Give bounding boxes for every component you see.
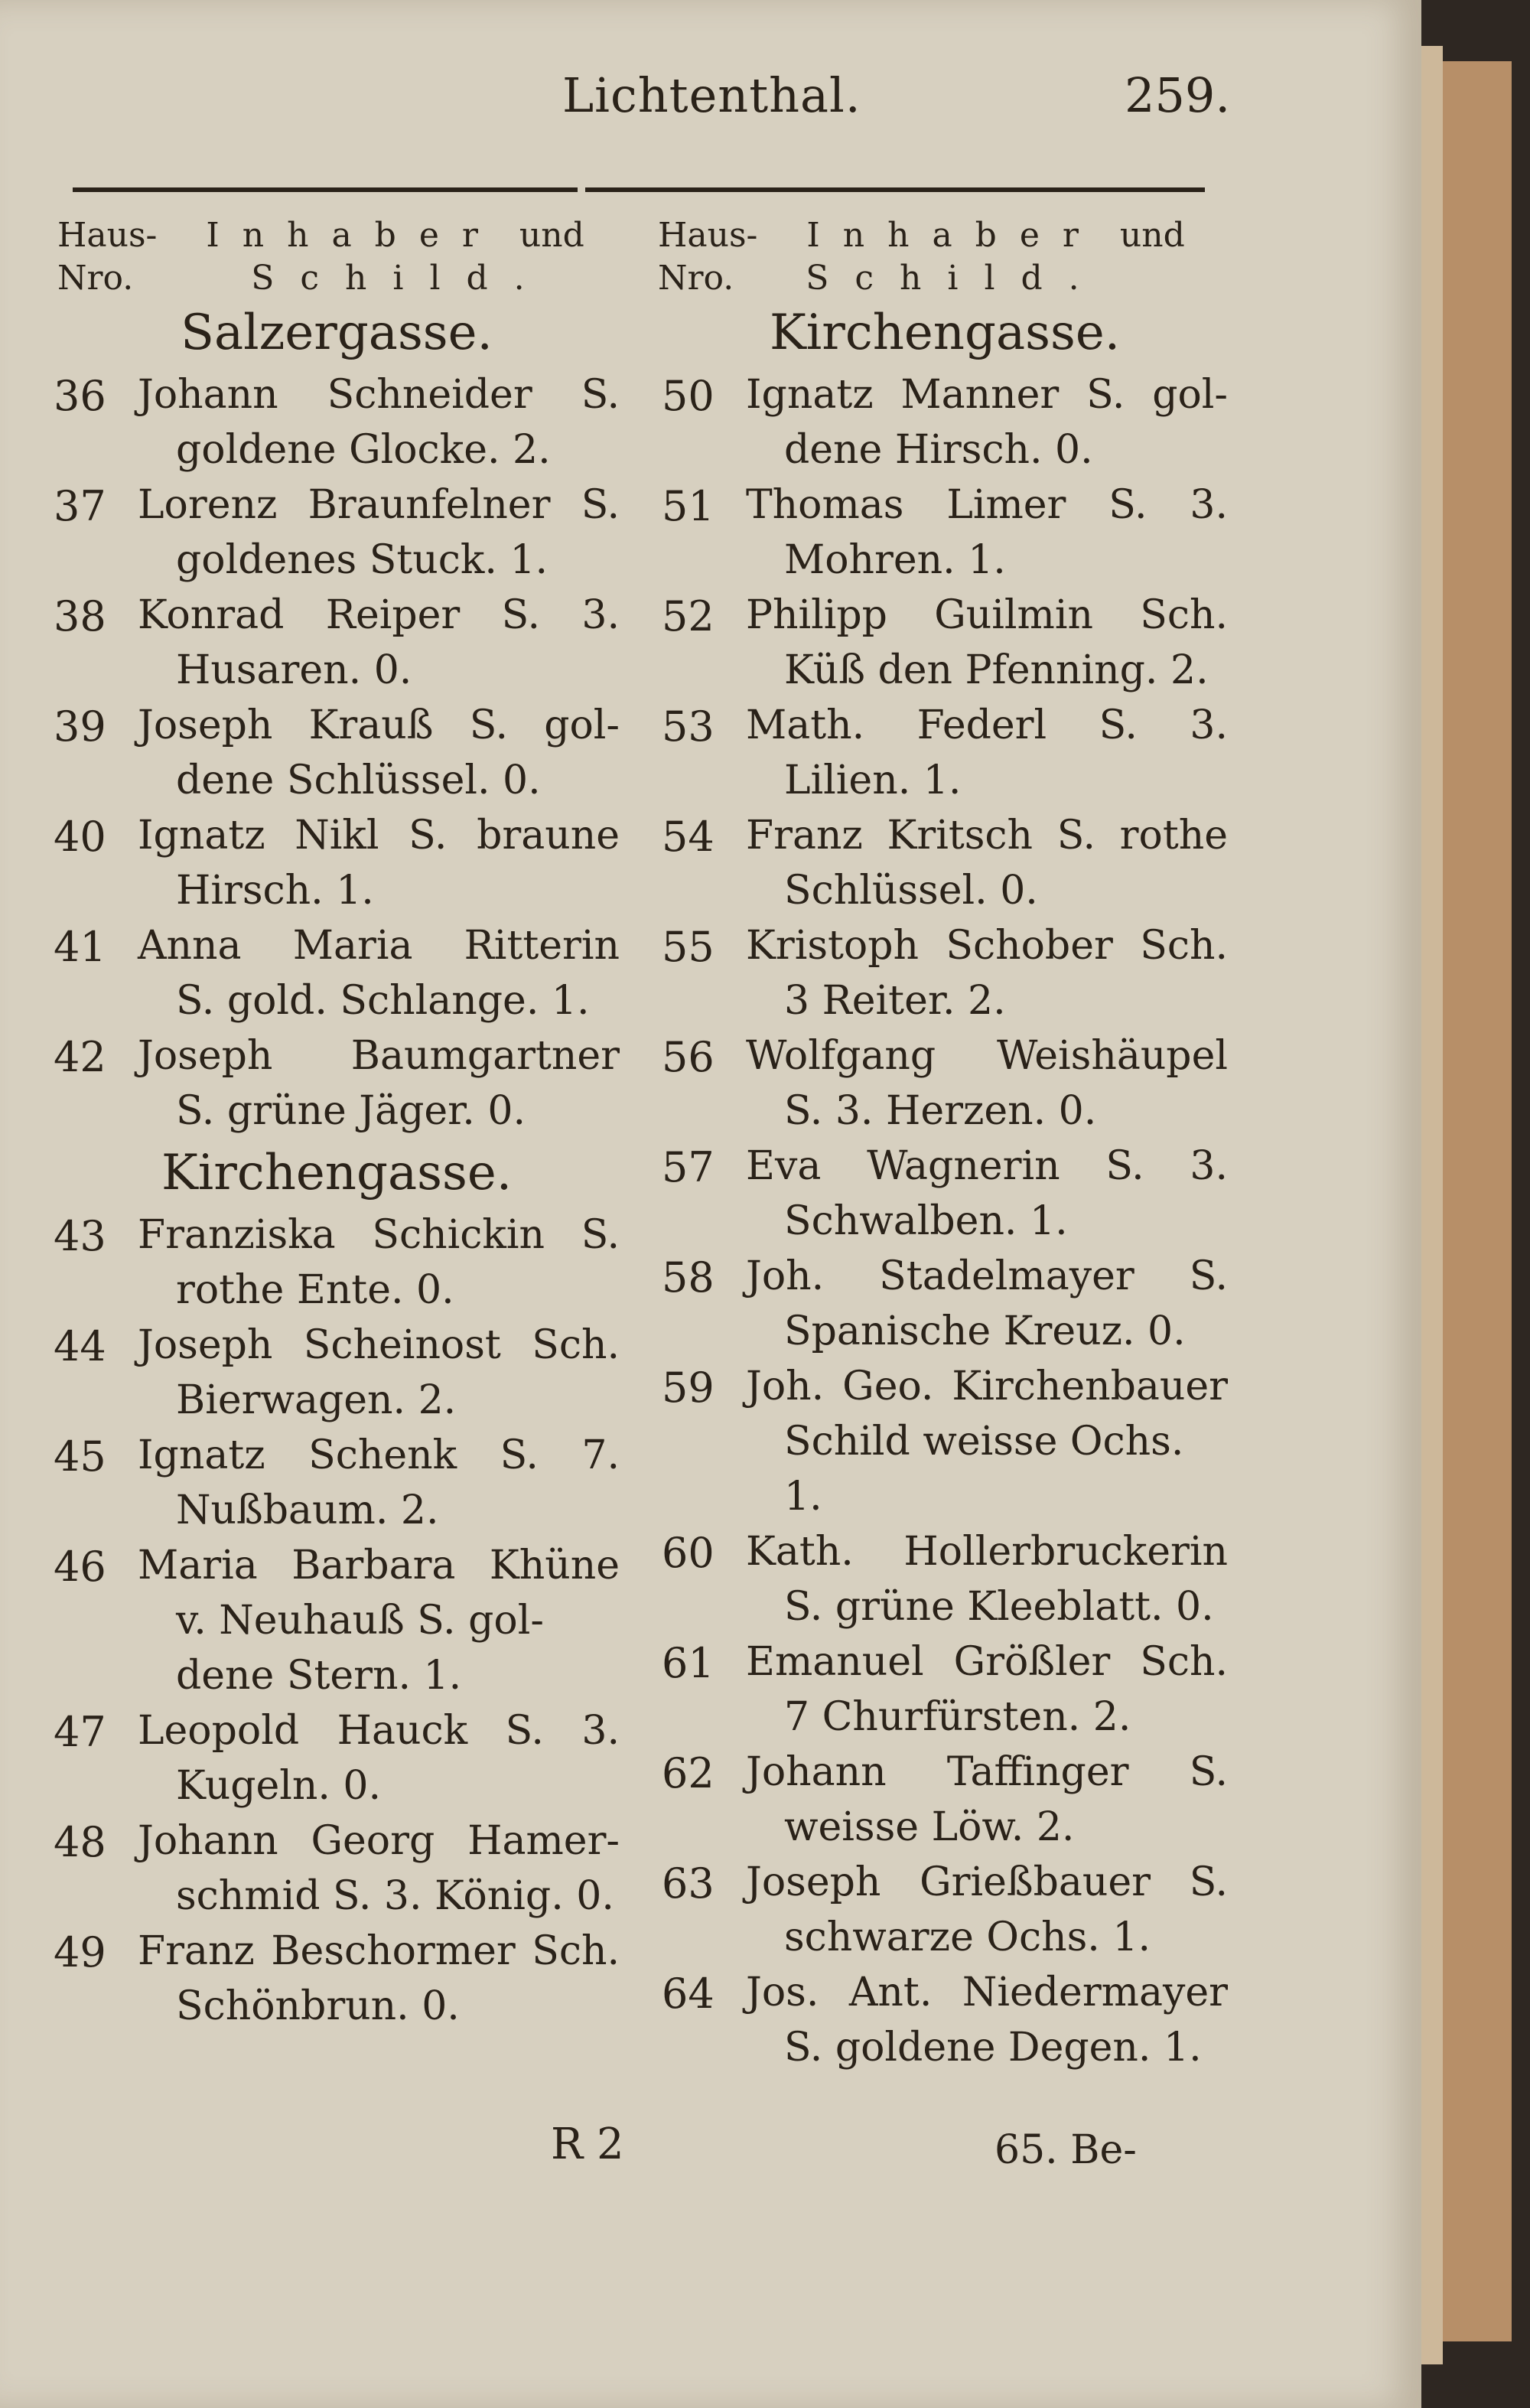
- house-number: 39: [54, 702, 106, 751]
- entry-sign: Schild weisse Ochs. 1.: [784, 1419, 1184, 1520]
- col-head-schild: Schild.: [806, 259, 1105, 298]
- col-head-und: und: [519, 216, 584, 255]
- list-item: [54, 367, 620, 477]
- col-head-nro: Nro.: [658, 259, 734, 298]
- entry-owner: Math. Federl S. 3.: [746, 702, 1228, 748]
- list-item: [54, 1924, 620, 2034]
- street-heading: Salzergasse.: [181, 305, 493, 361]
- house-number: 64: [662, 1970, 715, 2018]
- entry-owner: Anna Maria Ritterin: [138, 923, 620, 969]
- column-header-right: [658, 214, 1185, 300]
- entry-owner: Johann Georg Hamer-: [138, 1818, 620, 1864]
- entry-sign: Mohren. 1.: [784, 537, 1006, 583]
- house-number: 58: [662, 1253, 715, 1302]
- entry-owner: Franz Kritsch S. rothe: [746, 813, 1228, 859]
- entry-owner: Lorenz Braunfelner S.: [138, 482, 620, 528]
- house-number: 56: [662, 1033, 715, 1081]
- list-item: [662, 808, 1228, 918]
- list-item: [54, 1703, 620, 1813]
- list-item: [54, 1538, 620, 1703]
- entry-owner: Joseph Baumgartner: [138, 1033, 620, 1079]
- page-number: 259.: [1125, 67, 1231, 123]
- list-item: [662, 1634, 1228, 1745]
- col-head-haus: Haus-: [57, 216, 158, 255]
- list-item: [662, 477, 1228, 588]
- col-head-schild: Schild.: [251, 259, 551, 298]
- entry-owner: Joseph Grießbauer S.: [746, 1859, 1228, 1905]
- entry-sign: weisse Löw. 2.: [784, 1804, 1075, 1850]
- entry-owner: Johann Schneider S.: [138, 372, 620, 418]
- left-column: [54, 298, 620, 2034]
- entry-sign: rothe Ente. 0.: [176, 1267, 454, 1313]
- entry-owner: Johann Taffinger S.: [746, 1749, 1228, 1795]
- house-number: 50: [662, 372, 715, 420]
- entry-sign: dene Schlüssel. 0.: [176, 758, 541, 803]
- entry-owner: Ignatz Nikl S. braune: [138, 813, 620, 859]
- list-item: [662, 367, 1228, 477]
- entry-owner: Ignatz Schenk S. 7.: [138, 1432, 620, 1478]
- entry-owner: Eva Wagnerin S. 3.: [746, 1143, 1228, 1189]
- house-number: 40: [54, 813, 106, 861]
- house-number: 43: [54, 1212, 106, 1260]
- entry-sign: Husaren. 0.: [176, 647, 412, 693]
- entry-sign: 7 Churfürsten. 2.: [784, 1694, 1131, 1740]
- entry-owner: Kristoph Schober Sch.: [746, 923, 1228, 969]
- entry-owner: Joseph Krauß S. gol-: [138, 702, 620, 748]
- entry-sign: Kugeln. 0.: [176, 1763, 382, 1809]
- signature-mark: R 2: [551, 2120, 624, 2169]
- house-number: 38: [54, 592, 106, 640]
- entry-owner: Kath. Hollerbruckerin: [746, 1529, 1228, 1575]
- entry-sign: Schönbrun. 0.: [176, 1983, 460, 2029]
- house-number: 60: [662, 1529, 715, 1577]
- street-heading: Kirchengasse.: [769, 305, 1121, 361]
- house-number: 62: [662, 1749, 715, 1797]
- house-number: 51: [662, 482, 715, 530]
- entry-owner: Wolfgang Weishäupel: [746, 1033, 1228, 1079]
- list-item: [54, 1318, 620, 1428]
- entry-sign: Lilien. 1.: [784, 758, 962, 803]
- running-head: Lichtenthal.: [562, 67, 861, 123]
- entry-owner: Thomas Limer S. 3.: [746, 482, 1228, 528]
- list-item: [54, 1813, 620, 1924]
- entry-sign: Schlüssel. 0.: [784, 868, 1038, 914]
- house-number: 49: [54, 1928, 106, 1976]
- list-item: [54, 1207, 620, 1318]
- house-number: 44: [54, 1322, 106, 1370]
- list-item: [662, 698, 1228, 808]
- entry-owner: Emanuel Größler Sch.: [746, 1639, 1228, 1685]
- house-number: 61: [662, 1639, 715, 1687]
- entry-owner: Franziska Schickin S.: [138, 1212, 620, 1258]
- entry-sign: goldenes Stuck. 1.: [176, 537, 549, 583]
- list-item: [662, 1965, 1228, 2075]
- entry-sign: 3 Reiter. 2.: [784, 978, 1006, 1024]
- entry-sign: S. grüne Kleeblatt. 0.: [784, 1584, 1214, 1630]
- list-item: [662, 1745, 1228, 1855]
- list-item: [54, 477, 620, 588]
- entry-owner: Jos. Ant. Niedermayer: [746, 1970, 1228, 2015]
- list-item: [662, 588, 1228, 698]
- entry-owner: Franz Beschormer Sch.: [138, 1928, 620, 1974]
- col-head-inhaber: Inhaber: [806, 216, 1102, 255]
- entry-sign: S. goldene Degen. 1.: [784, 2025, 1202, 2071]
- entry-owner: Joseph Scheinost Sch.: [138, 1322, 620, 1368]
- entry-owner: Joh. Geo. Kirchenbauer: [746, 1364, 1228, 1409]
- house-number: 36: [54, 372, 106, 420]
- entry-sign: schmid S. 3. König. 0.: [176, 1873, 614, 1919]
- list-item: [54, 588, 620, 698]
- col-head-und: und: [1119, 216, 1185, 255]
- house-number: 63: [662, 1859, 715, 1908]
- header-rule-right: [585, 187, 1205, 192]
- entry-sign: goldene Glocke. 2.: [176, 427, 551, 473]
- entry-sign: Hirsch. 1.: [176, 868, 374, 914]
- house-number: 54: [662, 813, 715, 861]
- list-item: [662, 1359, 1228, 1524]
- right-column: [662, 298, 1228, 2075]
- column-header-left: [57, 214, 584, 300]
- catchword: 65. Be-: [994, 2127, 1137, 2173]
- entry-owner: Philipp Guilmin Sch.: [746, 592, 1228, 638]
- entry-sign: Spanische Kreuz. 0.: [784, 1308, 1186, 1354]
- entry-sign: v. Neuhauß S. gol-: [176, 1598, 544, 1644]
- house-number: 55: [662, 923, 715, 971]
- house-number: 45: [54, 1432, 106, 1481]
- entry-owner: Maria Barbara Khüne: [138, 1543, 620, 1588]
- entry-sign: Nußbaum. 2.: [176, 1487, 439, 1533]
- house-number: 48: [54, 1818, 106, 1866]
- page-edge: [1421, 46, 1443, 2364]
- list-item: [54, 698, 620, 808]
- house-number: 41: [54, 923, 106, 971]
- street-heading: Kirchengasse.: [161, 1145, 513, 1201]
- entry-sign: S. gold. Schlange. 1.: [176, 978, 590, 1024]
- house-number: 52: [662, 592, 715, 640]
- list-item: [662, 1139, 1228, 1249]
- entry-owner: Joh. Stadelmayer S.: [746, 1253, 1228, 1299]
- list-item: [662, 1524, 1228, 1634]
- house-number: 47: [54, 1708, 106, 1756]
- entry-sign: schwarze Ochs. 1.: [784, 1914, 1151, 1960]
- house-number: 42: [54, 1033, 106, 1081]
- list-item: [662, 1855, 1228, 1965]
- list-item: [662, 1028, 1228, 1139]
- house-number: 53: [662, 702, 715, 751]
- list-item: [54, 808, 620, 918]
- house-number: 37: [54, 482, 106, 530]
- book-cover-edge: [1443, 61, 1512, 2341]
- entry-sign: Küß den Pfenning. 2.: [784, 647, 1209, 693]
- entry-sign: Bierwagen. 2.: [176, 1377, 457, 1423]
- entry-sign: Schwalben. 1.: [784, 1198, 1068, 1244]
- entry-sign-cont: dene Stern. 1.: [176, 1653, 462, 1699]
- entry-owner: Konrad Reiper S. 3.: [138, 592, 620, 638]
- col-head-haus: Haus-: [658, 216, 758, 255]
- header-rule-left: [73, 187, 578, 192]
- col-head-nro: Nro.: [57, 259, 134, 298]
- entry-owner: Leopold Hauck S. 3.: [138, 1708, 620, 1754]
- house-number: 46: [54, 1543, 106, 1591]
- house-number: 57: [662, 1143, 715, 1191]
- entry-sign: dene Hirsch. 0.: [784, 427, 1093, 473]
- list-item: [54, 918, 620, 1028]
- list-item: [662, 918, 1228, 1028]
- col-head-inhaber: Inhaber: [206, 216, 501, 255]
- list-item: [54, 1428, 620, 1538]
- entry-sign: S. grüne Jäger. 0.: [176, 1088, 526, 1134]
- list-item: [54, 1028, 620, 1139]
- house-number: 59: [662, 1364, 715, 1412]
- list-item: [662, 1249, 1228, 1359]
- entry-sign: S. 3. Herzen. 0.: [784, 1088, 1097, 1134]
- entry-owner: Ignatz Manner S. gol-: [746, 372, 1228, 418]
